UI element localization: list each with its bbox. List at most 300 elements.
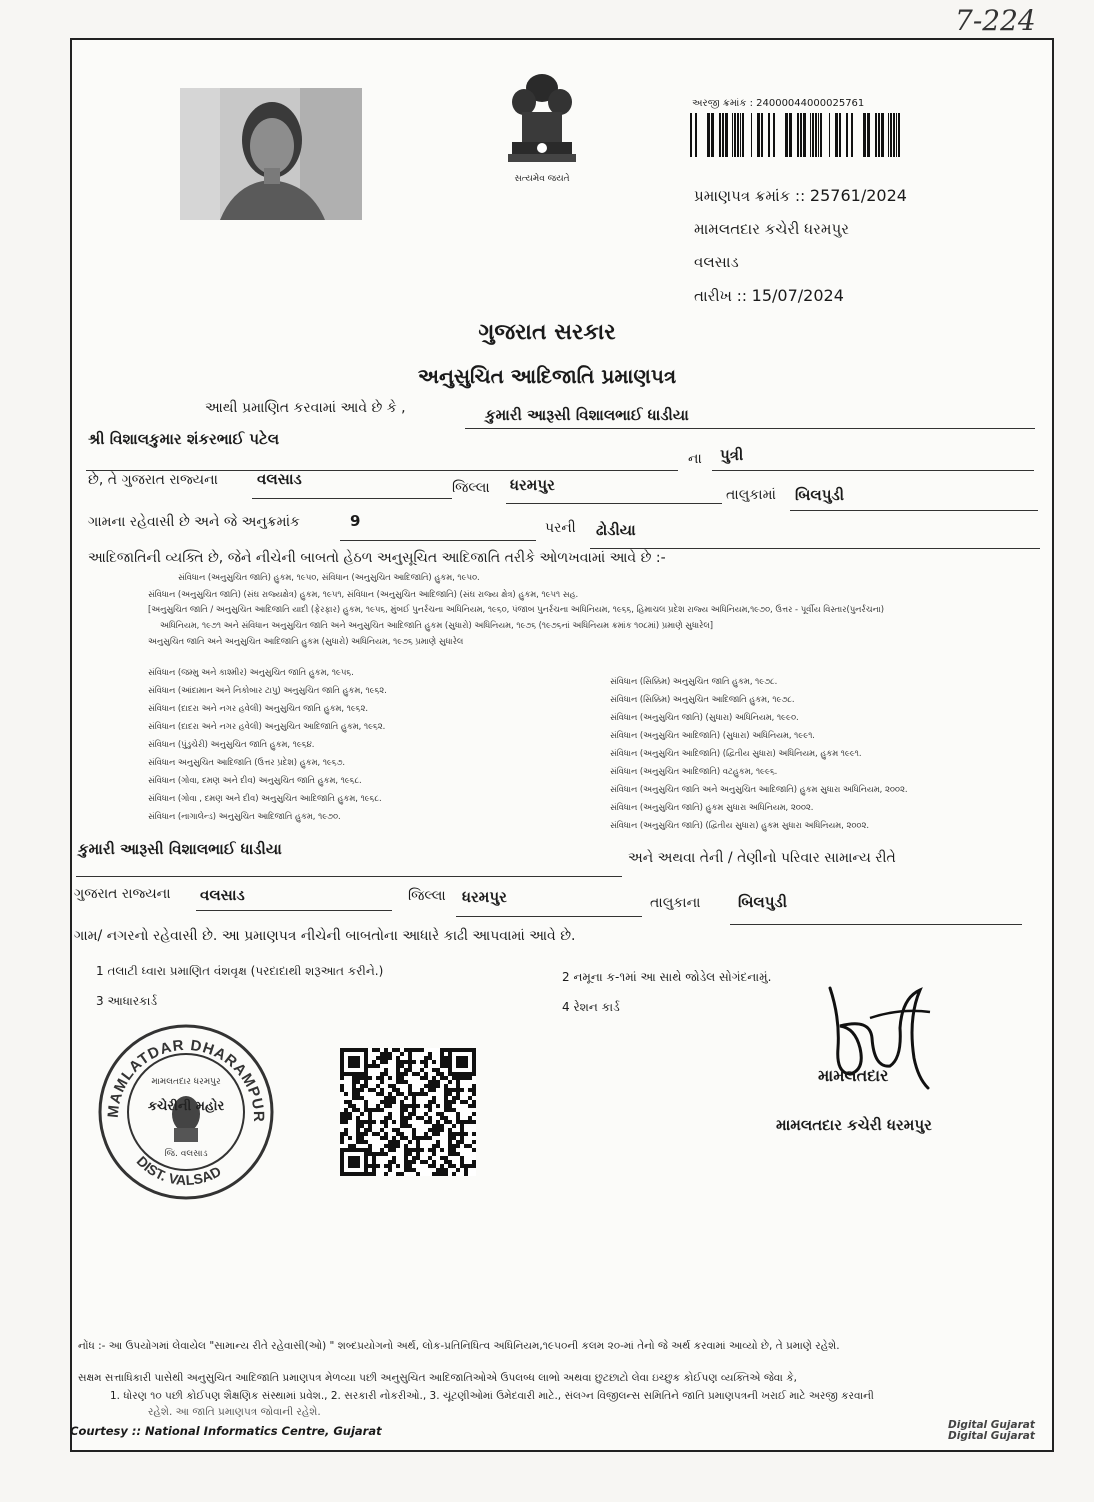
qr-module [464, 1168, 468, 1172]
qr-module [436, 1120, 440, 1124]
qr-module [444, 1116, 448, 1120]
barcode-bar [867, 113, 870, 157]
qr-module [432, 1148, 436, 1152]
qr-module [428, 1080, 432, 1084]
qr-module [424, 1076, 428, 1080]
qr-module [376, 1104, 380, 1108]
order-right: સંવિધાન (સિક્કિમ) અનુસુચિત જાતિ હુકમ, ૧૯૭૮. [610, 676, 778, 686]
qr-module [356, 1092, 360, 1096]
qr-module [352, 1096, 356, 1100]
qr-module [388, 1096, 392, 1100]
qr-module [356, 1124, 360, 1128]
qr-module [388, 1056, 392, 1060]
qr-module [364, 1108, 368, 1112]
qr-module [368, 1128, 372, 1132]
qr-module [464, 1100, 468, 1104]
qr-module [408, 1148, 412, 1152]
qr-module [472, 1092, 476, 1096]
qr-module [428, 1120, 432, 1124]
qr-module [440, 1048, 444, 1052]
qr-module [396, 1088, 400, 1092]
qr-module [392, 1156, 396, 1160]
barcode-bar [800, 113, 802, 157]
qr-module [460, 1156, 464, 1160]
qr-module [368, 1108, 372, 1112]
qr-module [408, 1064, 412, 1068]
qr-module [368, 1164, 372, 1168]
qr-module [472, 1100, 476, 1104]
qr-module [388, 1112, 392, 1116]
qr-module [436, 1132, 440, 1136]
qr-module [408, 1088, 412, 1092]
qr-module [380, 1136, 384, 1140]
basis-text: ગામ/ નગરનો રહેવાસી છે. આ પ્રમાણપત્ર નીચેની બાબતોના આધારે કાઢી આપવામાં આવે છે. [74, 928, 576, 944]
seal-outer-text: MAMLATDAR DHARAMPUR [104, 1036, 268, 1123]
seal-inner-bottom: જિ. વલસાડ [164, 1149, 208, 1159]
qr-module [364, 1080, 368, 1084]
order-right: સંવિધાન (અનુસુચિત જાતિ અને અનુસુચિત આદિજાતિ) હુકમ સુધારા અધિનિયમ, ૨૦૦૨. [610, 784, 908, 794]
qr-module [356, 1136, 360, 1140]
qr-module [404, 1116, 408, 1120]
qr-module [360, 1136, 364, 1140]
qr-module [404, 1136, 408, 1140]
qr-module [352, 1088, 356, 1092]
document-item: 1 તલાટી ધ્વારા પ્રમાણિત વંશવૃક્ષ (પરદાદાથી શરૂઆત કરીને.) [96, 964, 384, 978]
qr-module [404, 1108, 408, 1112]
issue-date-label: તારીખ :: [694, 287, 747, 305]
qr-module [416, 1116, 420, 1120]
qr-module [420, 1048, 424, 1052]
qr-module [368, 1088, 372, 1092]
application-number [692, 98, 864, 109]
qr-module [388, 1052, 392, 1056]
qr-module [432, 1076, 436, 1080]
qr-module [444, 1056, 448, 1060]
qr-module [420, 1088, 424, 1092]
qr-module [404, 1164, 408, 1168]
resident-text: ગામના રહેવાસી છે અને જે અનુક્રમાંક [88, 514, 300, 530]
barcode-bar [785, 113, 788, 157]
qr-module [432, 1132, 436, 1136]
qr-module [408, 1140, 412, 1144]
certify-text: આથી પ્રમાણિત કરવામાં આવે છે કે , [205, 400, 406, 416]
qr-module [456, 1056, 468, 1068]
qr-module [456, 1080, 460, 1084]
relation-value: પુત્રી [720, 446, 744, 464]
qr-module [356, 1108, 360, 1112]
qr-module [364, 1132, 368, 1136]
qr-module [456, 1144, 460, 1148]
qr-module [380, 1052, 384, 1056]
qr-module [360, 1076, 364, 1080]
qr-module [344, 1108, 348, 1112]
qr-module [436, 1068, 440, 1072]
qr-module [420, 1092, 424, 1096]
barcode-bar [761, 113, 763, 157]
qr-module [432, 1068, 436, 1072]
village-underline [790, 510, 1038, 511]
qr-module [392, 1148, 396, 1152]
qr-module [412, 1100, 416, 1104]
qr-module [464, 1076, 468, 1080]
application-number-value: 24000044000025761 [756, 98, 865, 109]
qr-module [456, 1152, 460, 1156]
qr-module [392, 1136, 396, 1140]
qr-module [448, 1132, 452, 1136]
qr-module [340, 1140, 344, 1144]
qr-module [448, 1100, 452, 1104]
barcode-bar [734, 113, 736, 157]
qr-module [372, 1048, 376, 1052]
qr-module [416, 1172, 420, 1176]
qr-module [364, 1104, 368, 1108]
family-village-value: બિલપુડી [738, 893, 788, 911]
qr-module [432, 1080, 436, 1084]
barcode-bar [846, 113, 848, 157]
qr-module [388, 1140, 392, 1144]
qr-module [392, 1120, 396, 1124]
qr-module [436, 1080, 440, 1084]
order-left: સંવિધાન અનુસુચિત આદિજાતિ (ઉત્તર પ્રદેશ) હુકમ, ૧૯૬૭. [148, 757, 346, 767]
footer-note: નોંધ :- આ ઉપયોગમાં લેવાયેલ "સામાન્ય રીતે રહેવાસી(ઓ) " શબ્દપ્રયોગનો અર્થ, લોક-પ્રતિનિધિત્વ અધિનિયમ,૧૯૫૦ની કલમ ૨૦-માં તેનો જે અર્થ કરવામાં આવ્યો છે, તે પ્રમાણે રહેશે. [78, 1340, 840, 1352]
qr-module [452, 1124, 456, 1128]
qr-module [472, 1160, 476, 1164]
qr-module [428, 1052, 432, 1056]
qr-module [428, 1056, 432, 1060]
qr-module [368, 1152, 372, 1156]
qr-module [380, 1100, 384, 1104]
qr-module [356, 1132, 360, 1136]
qr-module [408, 1116, 412, 1120]
qr-module [400, 1076, 404, 1080]
order-left: સંવિધાન (પુંડુચેરી) અનુસુચિત જાતિ હુકમ, ૧૯૬૪. [148, 739, 315, 749]
signatory-title: મામલતદાર [818, 1066, 889, 1085]
qr-module [444, 1108, 448, 1112]
qr-module [384, 1072, 388, 1076]
qr-module [444, 1096, 448, 1100]
qr-module [412, 1132, 416, 1136]
qr-module [388, 1164, 392, 1168]
qr-module [436, 1104, 440, 1108]
qr-module [396, 1060, 400, 1064]
qr-module [376, 1064, 380, 1068]
order-right: સંવિધાન (અનુસુચિત આદિજાતિ) (સુધારા) અધિનિયમ, ૧૯૯૧. [610, 730, 815, 740]
applicant-photo [180, 88, 362, 220]
qr-module [404, 1156, 408, 1160]
qr-module [396, 1076, 400, 1080]
qr-module [388, 1144, 392, 1148]
seal-inner-mid: કચેરીની મહોર [147, 1099, 225, 1114]
qr-module [444, 1168, 448, 1172]
qr-module [396, 1092, 400, 1096]
qr-module [396, 1056, 400, 1060]
qr-module [428, 1128, 432, 1132]
qr-module [412, 1048, 416, 1052]
tribe-underline [590, 548, 1040, 549]
qr-module [424, 1064, 428, 1068]
qr-module [384, 1060, 388, 1064]
qr-module [400, 1052, 404, 1056]
qr-module [404, 1144, 408, 1148]
qr-module [352, 1092, 356, 1096]
qr-module [364, 1140, 368, 1144]
barcode-bar [810, 113, 811, 157]
qr-module [408, 1048, 412, 1052]
qr-module [408, 1112, 412, 1116]
qr-module [408, 1104, 412, 1108]
qr-module [448, 1148, 452, 1152]
family-district-underline [196, 910, 392, 911]
barcode-bar [789, 113, 792, 157]
qr-module [412, 1136, 416, 1140]
qr-module [340, 1120, 344, 1124]
barcode-bar [768, 113, 770, 157]
qr-module [404, 1048, 408, 1052]
qr-module [400, 1124, 404, 1128]
barcode-bar [740, 113, 741, 157]
qr-module [388, 1076, 392, 1080]
qr-module [384, 1172, 388, 1176]
qr-module [352, 1104, 356, 1108]
order-right: સંવિધાન (સિક્કિમ) અનુસુચિત આદિજાતિ હુકમ, ૧૯૭૮. [610, 694, 795, 704]
qr-module [440, 1128, 444, 1132]
qr-module [432, 1084, 436, 1088]
qr-module [448, 1152, 452, 1156]
qr-module [424, 1112, 428, 1116]
qr-module [380, 1088, 384, 1092]
qr-module [408, 1068, 412, 1072]
qr-module [452, 1100, 456, 1104]
qr-module [400, 1116, 404, 1120]
qr-module [440, 1064, 444, 1068]
qr-module [416, 1152, 420, 1156]
qr-module [368, 1144, 372, 1148]
qr-module [440, 1116, 444, 1120]
qr-module [400, 1100, 404, 1104]
qr-module [400, 1136, 404, 1140]
qr-module [392, 1096, 396, 1100]
qr-module [428, 1116, 432, 1120]
qr-module [384, 1104, 388, 1108]
qr-module [404, 1096, 408, 1100]
barcode-bar [803, 113, 806, 157]
qr-module [404, 1152, 408, 1156]
taluka-underline [506, 503, 722, 504]
qr-module [340, 1136, 344, 1140]
qr-module [436, 1072, 440, 1076]
qr-module [396, 1080, 400, 1084]
order-left: સંવિધાન (આંદામાન અને નિકોબાર ટાપુ) અનુસુચિત જાતિ હુકમ, ૧૯૬૨. [148, 685, 387, 695]
family-village-underline [730, 924, 1022, 925]
qr-module [444, 1100, 448, 1104]
qr-module [444, 1084, 448, 1088]
qr-module [424, 1136, 428, 1140]
footer-line: સક્ષમ સત્તાધિકારી પાસેથી અનુસુચિત આદિજાતિ પ્રમાણપત્ર મેળવ્યા પછી અનુસુચિત આદિજાતિઓએ ઉપલબ્ધ લાભો અથવા છુટછાટો લેવા ઇચ્છુક કોઈપણ વ્યક્તિએ જેવા કે, [78, 1372, 797, 1384]
district-underline [252, 498, 452, 499]
order-line: [અનુસુચિત જાતિ / અનુસુચિત આદિજાતિ યાદી (ફેરફાર) હુકમ, ૧૯૫૬, મુંબઈ પુનર્રચના અધિનિયમ, ૧૯૬૦, પંજાબ પુનર્રચના અધિનિયમ, ૧૯૬૬, હિમાચલ પ્રદેશ રાજ્ય અધિનિયમ,૧૯૭૦, ઉત્તર - પૂર્વીય વિસ્તાર(પુનર્રચના) [148, 604, 885, 614]
family-taluka-value: ધરમપુર [462, 888, 507, 906]
qr-module [416, 1156, 420, 1160]
barcode-bar [751, 113, 752, 157]
qr-module [352, 1084, 356, 1088]
qr-module [456, 1120, 460, 1124]
qr-module [360, 1124, 364, 1128]
qr-module [460, 1164, 464, 1168]
qr-module [424, 1084, 428, 1088]
qr-module [444, 1060, 448, 1064]
certificate-number-value: 25761/2024 [809, 186, 907, 205]
qr-module [464, 1132, 468, 1136]
qr-module [452, 1172, 456, 1176]
qr-module [344, 1120, 348, 1124]
certificate-number [694, 186, 907, 205]
tribe-text: આદિજાતિની વ્યક્તિ છે, જેને નીચેની બાબતો હેઠળ અનુસૂચિત આદિજાતિ તરીકે ઓળખવામાં આવે છે :- [88, 550, 666, 566]
qr-module [376, 1164, 380, 1168]
qr-module [372, 1156, 376, 1160]
qr-module [364, 1128, 368, 1132]
qr-module [380, 1148, 384, 1152]
qr-module [432, 1124, 436, 1128]
qr-module [452, 1136, 456, 1140]
qr-module [392, 1128, 396, 1132]
seal-inner-top: મામલતદાર ધરમપુર [151, 1077, 221, 1087]
barcode-bar [839, 113, 841, 157]
signatory-office: મામલતદાર કચેરી ધરમપુર [776, 1116, 932, 1134]
family-district-value: વલસાડ [200, 886, 245, 904]
barcode-bar [815, 113, 817, 157]
barcode-bar [878, 113, 880, 157]
qr-module [456, 1092, 460, 1096]
qr-module [440, 1168, 444, 1172]
qr-module [424, 1120, 428, 1124]
qr-module [376, 1076, 380, 1080]
qr-module [468, 1104, 472, 1108]
qr-module [436, 1128, 440, 1132]
qr-module [348, 1156, 360, 1168]
qr-module [388, 1100, 392, 1104]
certificate-title: અનુસુચિત આદિજાતિ પ્રમાણપત્ર [417, 364, 677, 388]
lion-capital-icon [500, 68, 584, 168]
qr-module [436, 1124, 440, 1128]
qr-module [376, 1092, 380, 1096]
qr-module [456, 1168, 460, 1172]
qr-module [356, 1140, 360, 1144]
qr-module [472, 1088, 476, 1092]
qr-module [460, 1124, 464, 1128]
barcode-bar [835, 113, 838, 157]
qr-module [440, 1052, 444, 1056]
parni-label: પરની [545, 520, 576, 536]
qr-module [352, 1076, 356, 1080]
qr-module [428, 1108, 432, 1112]
qr-module [364, 1084, 368, 1088]
qr-module [472, 1112, 476, 1116]
qr-module [384, 1096, 388, 1100]
qr-module [392, 1160, 396, 1164]
qr-module [468, 1088, 472, 1092]
qr-module [392, 1048, 396, 1052]
qr-module [432, 1160, 436, 1164]
qr-module [388, 1160, 392, 1164]
qr-module [396, 1144, 400, 1148]
qr-module [352, 1108, 356, 1112]
qr-module [448, 1108, 452, 1112]
qr-module [356, 1076, 360, 1080]
qr-module [472, 1132, 476, 1136]
qr-module [384, 1144, 388, 1148]
qr-module [412, 1148, 416, 1152]
qr-module [396, 1172, 400, 1176]
certificate-number-label: પ્રમાણપત્ર ક્રમાંક :: [694, 187, 806, 205]
qr-module [356, 1116, 360, 1120]
relation-underline [712, 470, 1034, 471]
qr-module [400, 1064, 404, 1068]
qr-module [460, 1132, 464, 1136]
qr-module [472, 1084, 476, 1088]
qr-module [344, 1112, 348, 1116]
qr-module [472, 1104, 476, 1108]
qr-module [400, 1080, 404, 1084]
qr-module [400, 1060, 404, 1064]
qr-module [372, 1088, 376, 1092]
qr-module [384, 1132, 388, 1136]
family-taluka-label: તાલુકાના [650, 895, 701, 911]
qr-module [412, 1072, 416, 1076]
qr-module [424, 1056, 428, 1060]
barcode-bar [820, 113, 822, 157]
qr-module [388, 1104, 392, 1108]
qr-module [444, 1076, 448, 1080]
qr-module [368, 1064, 372, 1068]
qr-module [364, 1100, 368, 1104]
qr-module [428, 1084, 432, 1088]
qr-module [444, 1172, 448, 1176]
qr-module [460, 1136, 464, 1140]
barcode-bar [863, 113, 866, 157]
qr-module [404, 1068, 408, 1072]
qr-module [424, 1132, 428, 1136]
qr-module [412, 1092, 416, 1096]
taluka-label: તાલુકામાં [726, 487, 776, 503]
qr-module [348, 1116, 352, 1120]
barcode-bar [742, 113, 744, 157]
qr-module [448, 1120, 452, 1124]
qr-module [444, 1160, 448, 1164]
qr-module [368, 1120, 372, 1124]
qr-module [428, 1088, 432, 1092]
issue-date-value: 15/07/2024 [751, 286, 844, 305]
qr-module [384, 1052, 388, 1056]
qr-module [344, 1132, 348, 1136]
qr-module [452, 1132, 456, 1136]
qr-module [452, 1164, 456, 1168]
order-left: સંવિધાન (નાગાલેન્ડ) અનુસુચિત આદિજાતિ હુકમ, ૧૯૭૦. [148, 811, 341, 821]
qr-module [408, 1060, 412, 1064]
qr-module [364, 1076, 368, 1080]
district-value: વલસાડ [257, 470, 302, 488]
qr-module [368, 1076, 372, 1080]
government-title: ગુજરાત સરકાર [478, 320, 616, 345]
qr-module [444, 1120, 448, 1124]
digital-gujarat-text: Digital Gujarat [948, 1430, 1035, 1442]
qr-module [356, 1120, 360, 1124]
qr-module [372, 1172, 376, 1176]
qr-module [428, 1164, 432, 1168]
qr-module [456, 1096, 460, 1100]
qr-module [456, 1084, 460, 1088]
qr-module [448, 1088, 452, 1092]
qr-module [440, 1172, 444, 1176]
